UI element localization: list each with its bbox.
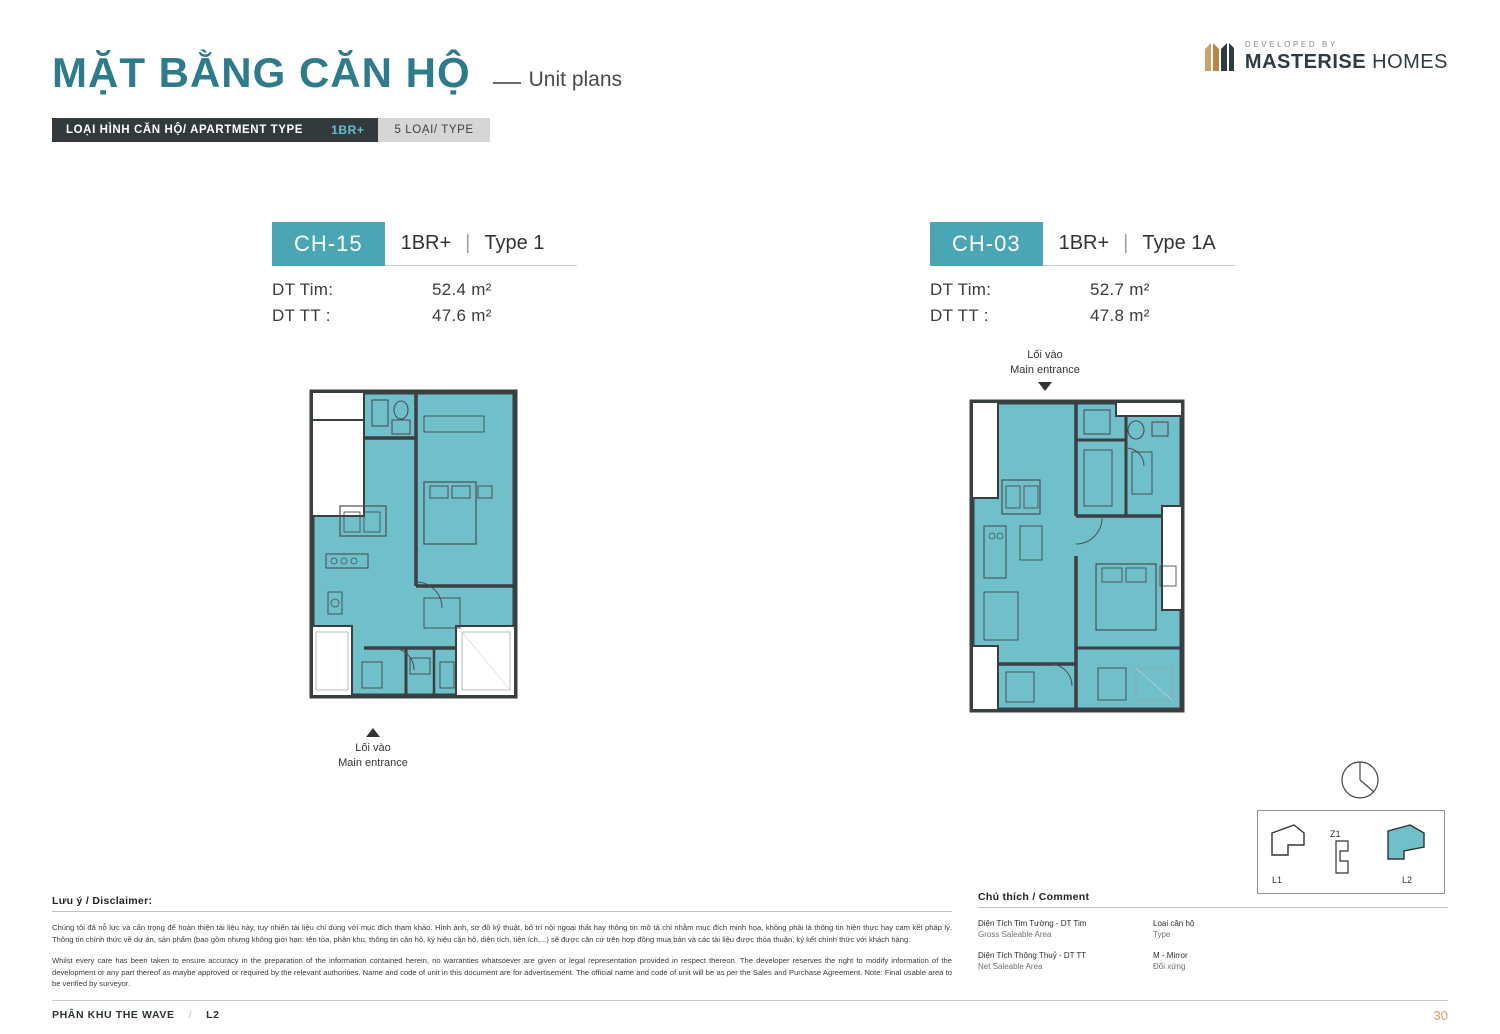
page-subtitle: Unit plans <box>528 68 623 91</box>
floor-plan-drawing <box>966 396 1188 716</box>
disclaimer-section <box>52 895 952 990</box>
unit-block-ch-03 <box>930 222 1235 332</box>
area-label: DT Tim: <box>272 280 334 299</box>
area-row <box>930 306 1235 326</box>
page-footer-bar <box>0 1000 1500 1034</box>
floor-plan-drawing <box>306 386 521 702</box>
comment-vn: Diện Tích Tim Tường - DT Tim <box>978 918 1087 928</box>
comment-grid <box>978 918 1448 982</box>
apartment-type-count: 5 LOẠI/ TYPE <box>378 118 489 142</box>
area-label: DT TT : <box>272 306 331 325</box>
level-label: L2 <box>206 1009 220 1021</box>
apartment-type-label: LOẠI HÌNH CĂN HỘ/ APARTMENT TYPE <box>66 124 304 136</box>
brand-name-bold: MASTERISE <box>1244 51 1367 73</box>
page-title <box>52 49 623 96</box>
area-row <box>272 280 577 300</box>
area-row <box>930 280 1235 300</box>
main-title: MẶT BẰNG CĂN HỘ <box>52 49 471 96</box>
key-plan <box>1257 810 1445 894</box>
comment-divider <box>978 907 1448 908</box>
developed-by-label: DEVELOPED BY <box>1244 40 1338 49</box>
comment-column-right <box>1153 918 1328 982</box>
key-plan-label-z1: Z1 <box>1330 829 1341 839</box>
comment-en: Đối xứng <box>1153 962 1186 972</box>
comment-en: Gross Saleable Area <box>978 930 1052 940</box>
disclaimer-text-en: Whilst every care has been taken to ensure accuracy in the preparation of the information contained herein, no warranties whatsoever are given or legal representation provided in respect thereon. The developer reserves the right to modify information of the development or any part thereof as maybe approved or required by the relevant authorities. Name and code of unit in this document are for advertisement. The official name and code of unit will be as per the Sales and Purchase Agreement. Note: Final usable area to be verified by surveyor. <box>52 956 952 989</box>
key-plan-box <box>1257 810 1445 894</box>
unit-areas <box>930 280 1235 326</box>
apartment-type-chip <box>52 118 378 142</box>
comment-section <box>978 891 1448 982</box>
brand-logo <box>1202 40 1448 74</box>
unit-bedrooms: 1BR+ <box>400 232 452 254</box>
comment-vn: Diện Tích Thông Thuỷ - DT TT <box>978 950 1087 960</box>
entrance-label-vn: Lối vào <box>355 742 391 754</box>
zone-name: PHÂN KHU THE WAVE <box>52 1009 175 1021</box>
key-plan-label-l1: L1 <box>1272 875 1283 885</box>
unit-type-info <box>1043 222 1235 266</box>
masterise-mark-icon <box>1202 40 1236 74</box>
entrance-label-en: Main entrance <box>1010 363 1080 376</box>
comment-item <box>978 918 1153 941</box>
area-label: DT TT : <box>930 306 989 325</box>
unit-type: Type 1A <box>1142 232 1216 254</box>
disclaimer-heading: Lưu ý / Disclaimer: <box>52 895 153 908</box>
footer-divider <box>52 1000 1448 1001</box>
entrance-marker-ch-03 <box>990 348 1100 391</box>
area-value: 52.7 m² <box>1090 280 1150 299</box>
brand-name <box>1245 51 1448 74</box>
unit-meta-separator: | <box>465 232 471 254</box>
area-value: 47.6 m² <box>432 306 492 325</box>
unit-type-info <box>385 222 577 266</box>
brand-name-light: HOMES <box>1366 51 1448 73</box>
unit-areas <box>272 280 577 326</box>
disclaimer-text-vn: Chúng tôi đã nỗ lực và cẩn trọng để hoàn thiện tài liệu này, tuy nhiên tài liệu chỉ dùng với mục đích tham khảo. Hình ảnh, sơ đồ kỹ thuật, bố trí nội ngoại thất hay thông tin mô tả chỉ nhằm mục đích minh họa, không phải là thông tin hiện thực hay cam kết pháp lý. Thông tin chính thức về dự án, sản phẩm (bao gồm nhưng không giới hạn: tên tòa, phân khu, thông tin căn hộ, ký hiệu căn hộ, diện tích, tiện ích,...) sẽ được căn cứ trên hợp đồng mua bán và các tài liệu được thỏa thuận, ký kết chính thức với khách hàng. <box>52 923 952 944</box>
comment-en: Type <box>1153 930 1171 940</box>
unit-block-ch-15 <box>272 222 577 332</box>
unit-code-badge: CH-15 <box>272 222 385 266</box>
unit-header <box>272 222 577 266</box>
footer-zone-info <box>52 1009 220 1021</box>
disclaimer-divider <box>52 911 952 912</box>
unit-type: Type 1 <box>484 232 545 254</box>
apartment-type-value: 1BR+ <box>331 123 365 137</box>
comment-item <box>1153 950 1328 973</box>
floor-plan-ch-15 <box>306 386 521 702</box>
area-row <box>272 306 577 326</box>
entrance-label-en: Main entrance <box>338 756 408 769</box>
comment-en: Net Saleable Area <box>978 962 1043 972</box>
comment-vn: M - Mirror <box>1153 950 1188 960</box>
title-divider <box>493 82 521 84</box>
page-number: 30 <box>1433 1008 1448 1023</box>
entrance-label-vn: Lối vào <box>1027 349 1063 361</box>
comment-item <box>1153 918 1328 941</box>
area-value: 47.8 m² <box>1090 306 1150 325</box>
brand-text <box>1245 40 1448 74</box>
footer-slash: / <box>188 1009 193 1021</box>
comment-item <box>978 950 1153 973</box>
arrow-up-icon <box>366 728 380 737</box>
key-plan-diagram <box>1258 811 1444 893</box>
apartment-type-bar <box>52 118 490 142</box>
area-value: 52.4 m² <box>432 280 492 299</box>
comment-heading: Chú thích / Comment <box>978 890 1090 903</box>
comment-column-left <box>978 918 1153 982</box>
entrance-marker-ch-15 <box>318 728 428 771</box>
comment-vn: Loại căn hộ <box>1153 918 1195 928</box>
compass-icon <box>1338 758 1382 802</box>
arrow-down-icon <box>1038 382 1052 391</box>
unit-code-badge: CH-03 <box>930 222 1043 266</box>
unit-bedrooms: 1BR+ <box>1058 232 1110 254</box>
unit-header <box>930 222 1235 266</box>
unit-meta-separator: | <box>1123 232 1129 254</box>
floor-plan-ch-03 <box>966 396 1188 716</box>
key-plan-label-l2: L2 <box>1402 875 1413 885</box>
area-label: DT Tim: <box>930 280 992 299</box>
